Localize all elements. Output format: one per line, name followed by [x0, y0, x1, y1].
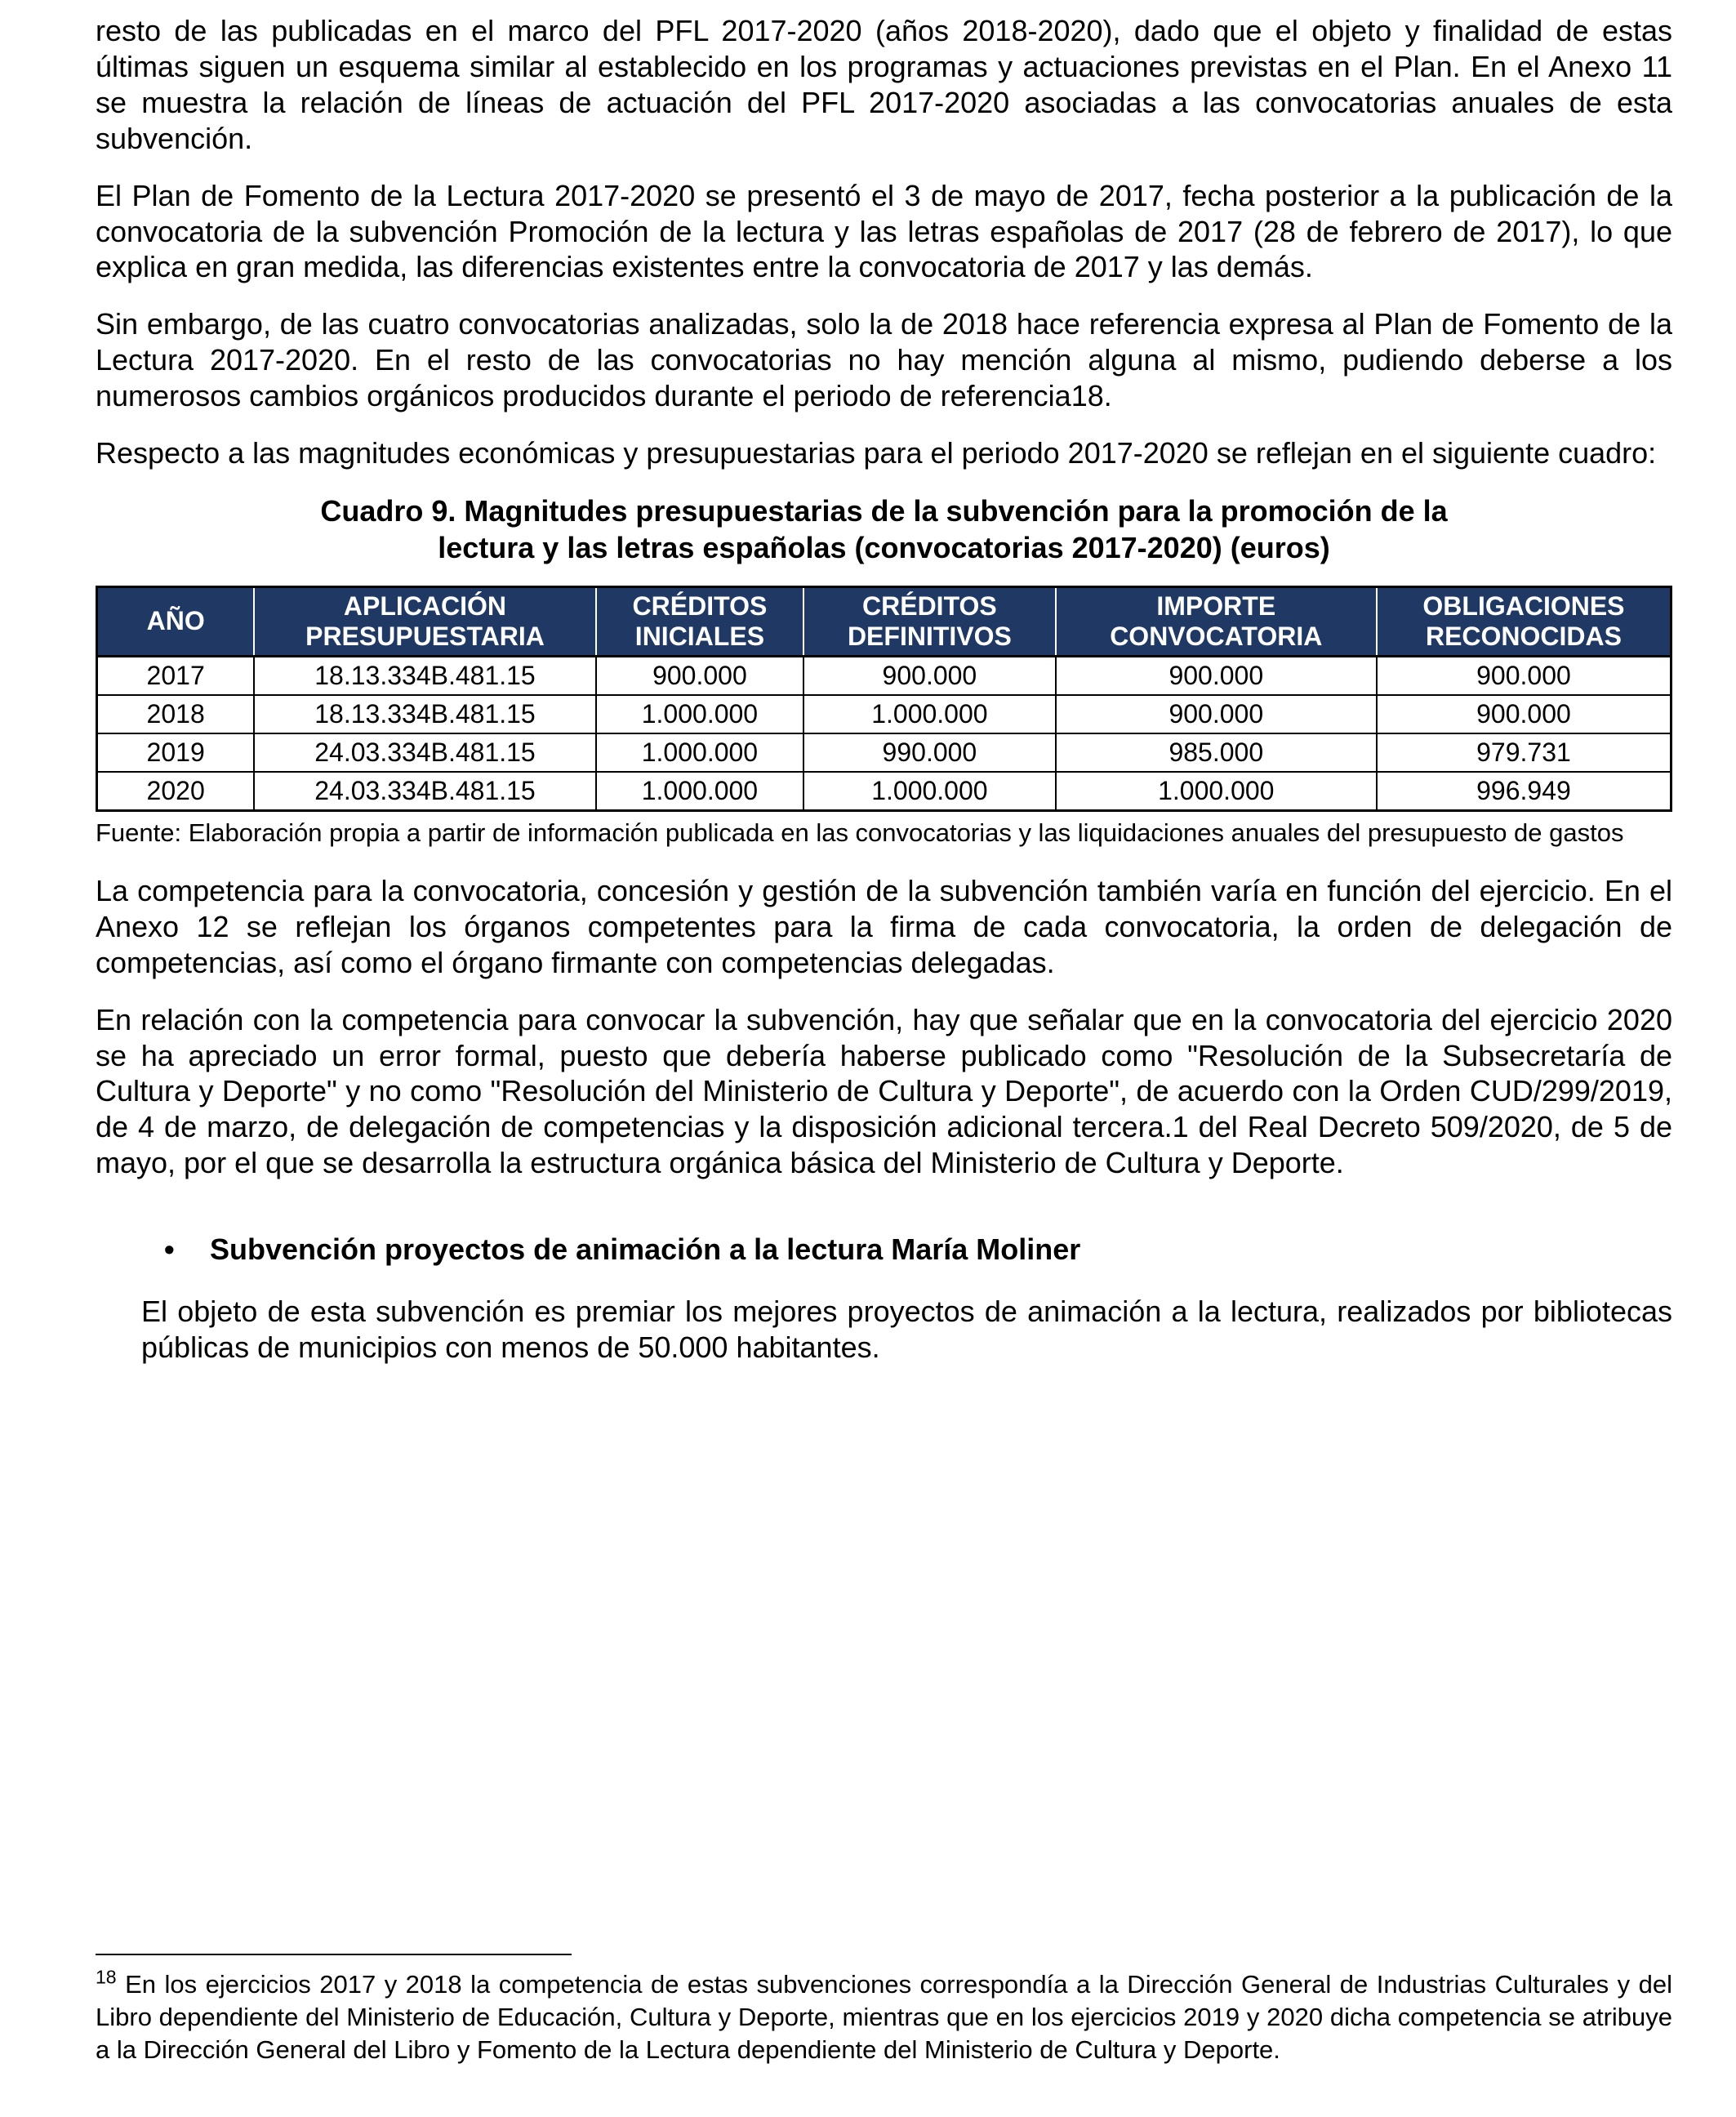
column-header-obligaciones-reconocidas: OBLIGACIONES RECONOCIDAS [1377, 586, 1671, 656]
body-paragraph-1: resto de las publicadas en el marco del PFL 2017-2020 (años 2018-2020), dado que el objeto y finalidad de estas últimas siguen un esquema similar al establecido en los programas y actuaciones previstas en el Plan. En el Anexo 11 se muestra la relación de líneas de actuación del PFL 2017-2020 asociadas a las convocatorias anuales de esta subvención. [96, 14, 1672, 155]
cell-obligaciones: 996.949 [1377, 772, 1671, 811]
table-source-note: Fuente: Elaboración propia a partir de información publicada en las convocatorias y las liquidaciones anuales del presupuesto de gastos [96, 818, 1624, 848]
body-paragraph-2: El Plan de Fomento de la Lectura 2017-2020 se presentó el 3 de mayo de 2017, fecha posterior a la publicación de la convocatoria de la subvención Promoción de la lectura y las letras españolas de 2017 (28 de febrero de 2017), lo que explica en gran medida, las diferencias existentes entre la convocatoria de 2017 y las demás. [96, 178, 1672, 284]
footnote-body: En los ejercicios 2017 y 2018 la competencia de estas subvenciones correspondía a la Dirección General de Industrias Culturales y del Libro dependiente del Ministerio de Educación, Cultura y Deporte, mientras que en los ejercicios 2019 y 2020 dicha competencia se atribuye a la Dirección General del Libro y Fomento de la Lectura dependiente del Ministerio de Cultura y Deporte. [96, 1970, 1672, 2064]
cell-aplicacion: 18.13.334B.481.15 [254, 695, 595, 733]
cell-importe-convocatoria: 900.000 [1056, 656, 1377, 695]
bullet-heading-label: Subvención proyectos de animación a la lectura María Moliner [210, 1232, 1081, 1267]
cell-aplicacion: 24.03.334B.481.15 [254, 733, 595, 772]
cell-creditos-definitivos: 900.000 [803, 656, 1055, 695]
cell-aplicacion: 18.13.334B.481.15 [254, 656, 595, 695]
cell-year: 2019 [97, 733, 255, 772]
budget-table-body [97, 656, 1671, 811]
table-row-2020 [97, 772, 1671, 811]
body-paragraph-3: Sin embargo, de las cuatro convocatorias analizadas, solo la de 2018 hace referencia expresa al Plan de Fomento de la Lectura 2017-2020. En el resto de las convocatorias no hay mención alguna al mismo, pudiendo deberse a los numerosos cambios orgánicos producidos durante el periodo de referencia18. [96, 307, 1672, 413]
cell-obligaciones: 900.000 [1377, 695, 1671, 733]
cell-importe-convocatoria: 900.000 [1056, 695, 1377, 733]
table-row-2019 [97, 733, 1671, 772]
footnote-divider [96, 1954, 572, 1955]
body-paragraph-5: La competencia para la convocatoria, concesión y gestión de la subvención también varía en función del ejercicio. En el Anexo 12 se reflejan los órganos competentes para la firma de cada convocatoria, la orden de delegación de competencias, así como el órgano firmante con competencias delegadas. [96, 873, 1672, 979]
cell-creditos-iniciales: 900.000 [596, 656, 803, 695]
bullet-icon: • [164, 1232, 175, 1267]
body-paragraph-4: Respecto a las magnitudes económicas y presupuestarias para el periodo 2017-2020 se reflejan en el siguiente cuadro: [96, 436, 1657, 470]
bullet-heading [96, 1232, 1672, 1268]
cell-creditos-definitivos: 990.000 [803, 733, 1055, 772]
cell-year: 2017 [97, 656, 255, 695]
cell-importe-convocatoria: 985.000 [1056, 733, 1377, 772]
footnote-marker: 18 [96, 1966, 117, 1988]
body-paragraph-7: El objeto de esta subvención es premiar los mejores proyectos de animación a la lectura, realizados por bibliotecas públicas de municipios con menos de 50.000 habitantes. [141, 1295, 1672, 1364]
table-row-2017 [97, 656, 1671, 695]
footnote-text [96, 1968, 1672, 2066]
cell-creditos-iniciales: 1.000.000 [596, 772, 803, 811]
footnote [96, 1954, 1672, 2066]
table-caption-line-2: lectura y las letras españolas (convocatorias 2017-2020) (euros) [438, 530, 1330, 564]
column-header-creditos-definitivos: CRÉDITOS DEFINITIVOS [803, 586, 1055, 656]
cell-creditos-definitivos: 1.000.000 [803, 695, 1055, 733]
column-header-importe-convocatoria: IMPORTE CONVOCATORIA [1056, 586, 1377, 656]
cell-year: 2018 [97, 695, 255, 733]
body-paragraph-6: En relación con la competencia para convocar la subvención, hay que señalar que en la convocatoria del ejercicio 2020 se ha apreciado un error formal, puesto que debería haberse publicado como "Resolución de la Subsecretaría de Cultura y Deporte" y no como "Resolución del Ministerio de Cultura y Deporte", de acuerdo con la Orden CUD/299/2019, de 4 de marzo, de delegación de competencias y la disposición adicional tercera.1 del Real Decreto 509/2020, de 5 de mayo, por el que se desarrolla la estructura orgánica básica del Ministerio de Cultura y Deporte. [96, 1002, 1672, 1180]
budget-table [96, 586, 1672, 812]
table-row-2018 [97, 695, 1671, 733]
column-header-ano: AÑO [97, 586, 255, 656]
table-caption [128, 492, 1640, 566]
cell-aplicacion: 24.03.334B.481.15 [254, 772, 595, 811]
cell-creditos-definitivos: 1.000.000 [803, 772, 1055, 811]
cell-obligaciones: 900.000 [1377, 656, 1671, 695]
budget-table-header [97, 586, 1671, 656]
cell-year: 2020 [97, 772, 255, 811]
cell-creditos-iniciales: 1.000.000 [596, 695, 803, 733]
cell-importe-convocatoria: 1.000.000 [1056, 772, 1377, 811]
column-header-creditos-iniciales: CRÉDITOS INICIALES [596, 586, 803, 656]
cell-creditos-iniciales: 1.000.000 [596, 733, 803, 772]
cell-obligaciones: 979.731 [1377, 733, 1671, 772]
column-header-aplicacion-presupuestaria: APLICACIÓN PRESUPUESTARIA [254, 586, 595, 656]
table-caption-line-1: Cuadro 9. Magnitudes presupuestarias de la subvención para la promoción de la [320, 493, 1448, 528]
